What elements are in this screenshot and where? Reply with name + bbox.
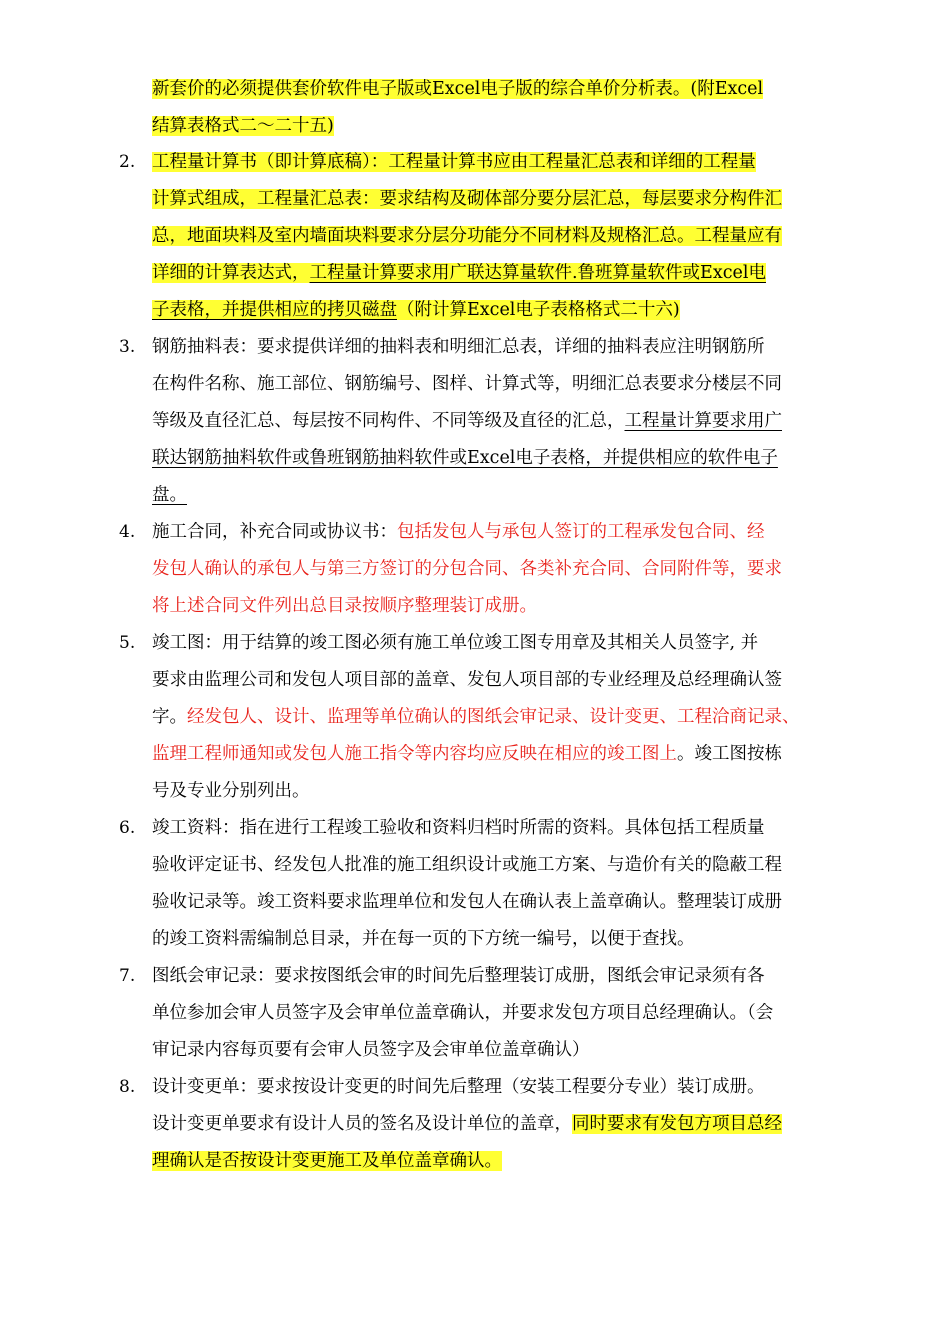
text-run: 号及专业分别列出。 — [152, 781, 310, 801]
text-run: 要求由监理公司和发包人项目部的盖章、发包人项目部的专业经理及总经理确认签 — [152, 670, 782, 690]
text-run: 子表格，并提供相应的拷贝磁盘 — [152, 300, 397, 320]
text-line — [152, 924, 695, 954]
item-number: 3. — [119, 337, 136, 357]
text-line — [152, 443, 778, 473]
text-run: 经发包人、设计、监理等单位确认的图纸会审记录、设计变更、工程洽商记录、 — [187, 707, 800, 727]
text-line — [152, 739, 782, 769]
text-line — [152, 702, 800, 732]
item-number: 2. — [119, 152, 136, 172]
text-line — [152, 591, 537, 621]
text-run: 发包人确认的承包人与第三方签订的分包合同、各类补充合同、合同附件等，要求 — [152, 559, 782, 579]
item-number: 5. — [119, 633, 136, 653]
text-line — [152, 74, 763, 104]
text-line — [152, 295, 680, 325]
text-run: 竣工资料：指在进行工程竣工验收和资料归档时所需的资料。具体包括工程质量 — [152, 818, 765, 838]
text-run: 结算表格式二～二十五) — [152, 116, 334, 136]
text-line — [152, 480, 187, 510]
item-number: 6. — [119, 818, 136, 838]
text-line — [152, 850, 782, 880]
text-run: 。竣工图按栋 — [677, 744, 782, 764]
text-run: 计算式组成，工程量汇总表：要求结构及砌体部分要分层汇总，每层要求分构件汇 — [152, 189, 782, 209]
text-line — [152, 776, 310, 806]
text-run: 的竣工资料需编制总目录，并在每一页的下方统一编号，以便于查找。 — [152, 929, 695, 949]
text-line — [152, 111, 334, 141]
text-line — [152, 221, 782, 251]
text-run: 盘。 — [152, 485, 187, 505]
text-run: 理确认是否按设计变更施工及单位盖章确认。 — [152, 1151, 502, 1171]
text-run: 在构件名称、施工部位、钢筋编号、图样、计算式等，明细汇总表要求分楼层不同 — [152, 374, 782, 394]
text-run: 竣工图：用于结算的竣工图必须有施工单位竣工图专用章及其相关人员签字, 并 — [152, 633, 759, 653]
text-line — [152, 961, 765, 991]
item-number: 4. — [119, 522, 136, 542]
text-run: 验收记录等。竣工资料要求监理单位和发包人在确认表上盖章确认。整理装订成册 — [152, 892, 782, 912]
text-line — [152, 184, 782, 214]
text-line — [152, 665, 782, 695]
item-number: 8. — [119, 1077, 136, 1097]
text-run: 钢筋抽料表：要求提供详细的抽料表和明细汇总表，详细的抽料表应注明钢筋所 — [152, 337, 765, 357]
text-run: 联达钢筋抽料软件或鲁班钢筋抽料软件或Excel电子表格，并提供相应的软件电子 — [152, 448, 778, 468]
text-run: 设计变更单：要求按设计变更的时间先后整理（安装工程要分专业）装订成册。 — [152, 1077, 765, 1097]
text-run: 工程量计算书（即计算底稿）：工程量计算书应由工程量汇总表和详细的工程量 — [152, 152, 756, 172]
text-line — [152, 813, 765, 843]
text-line — [152, 1035, 590, 1065]
text-line — [152, 406, 782, 436]
text-line — [152, 998, 773, 1028]
text-run: （附计算Excel电子表格格式二十六) — [397, 300, 680, 320]
text-line — [152, 332, 765, 362]
text-run: 验收评定证书、经发包人批准的施工组织设计或施工方案、与造价有关的隐蔽工程 — [152, 855, 782, 875]
text-line — [152, 1146, 502, 1176]
text-run: 总，地面块料及室内墙面块料要求分层分功能分不同材料及规格汇总。工程量应有 — [152, 226, 782, 246]
text-run: 字。 — [152, 707, 187, 727]
text-run: 等级及直径汇总、每层按不同构件、不同等级及直径的汇总， — [152, 411, 625, 431]
text-run: 监理工程师通知或发包人施工指令等内容均应反映在相应的竣工图上 — [152, 744, 677, 764]
text-line — [152, 554, 782, 584]
text-run: 同时要求有发包方项目总经 — [572, 1114, 782, 1134]
text-run: 工程量计算要求用广联达算量软件.鲁班算量软件或Excel电 — [309, 263, 766, 283]
text-line — [152, 887, 782, 917]
text-line — [152, 628, 758, 658]
text-line — [152, 258, 766, 288]
text-line — [152, 1109, 782, 1139]
text-run: 将上述合同文件列出总目录按顺序整理装订成册。 — [152, 596, 537, 616]
text-run: 包括发包人与承包人签订的工程承发包合同、经 — [397, 522, 765, 542]
text-run: 单位参加会审人员签字及会审单位盖章确认，并要求发包方项目总经理确认。（会 — [152, 1003, 774, 1023]
text-run: 工程量计算要求用广 — [624, 411, 782, 431]
text-line — [152, 1072, 765, 1102]
text-run: 设计变更单要求有设计人员的签名及设计单位的盖章， — [152, 1114, 572, 1134]
item-number: 7. — [119, 966, 136, 986]
text-line — [152, 147, 756, 177]
text-run: 审记录内容每页要有会审人员签字及会审单位盖章确认） — [152, 1040, 590, 1060]
text-run: 图纸会审记录：要求按图纸会审的时间先后整理装订成册，图纸会审记录须有各 — [152, 966, 765, 986]
text-run: 施工合同，补充合同或协议书： — [152, 522, 397, 542]
text-line — [152, 369, 782, 399]
text-run: 新套价的必须提供套价软件电子版或Excel电子版的综合单价分析表。(附Excel — [152, 79, 764, 99]
text-run: 详细的计算表达式， — [152, 263, 310, 283]
text-line — [152, 517, 765, 547]
